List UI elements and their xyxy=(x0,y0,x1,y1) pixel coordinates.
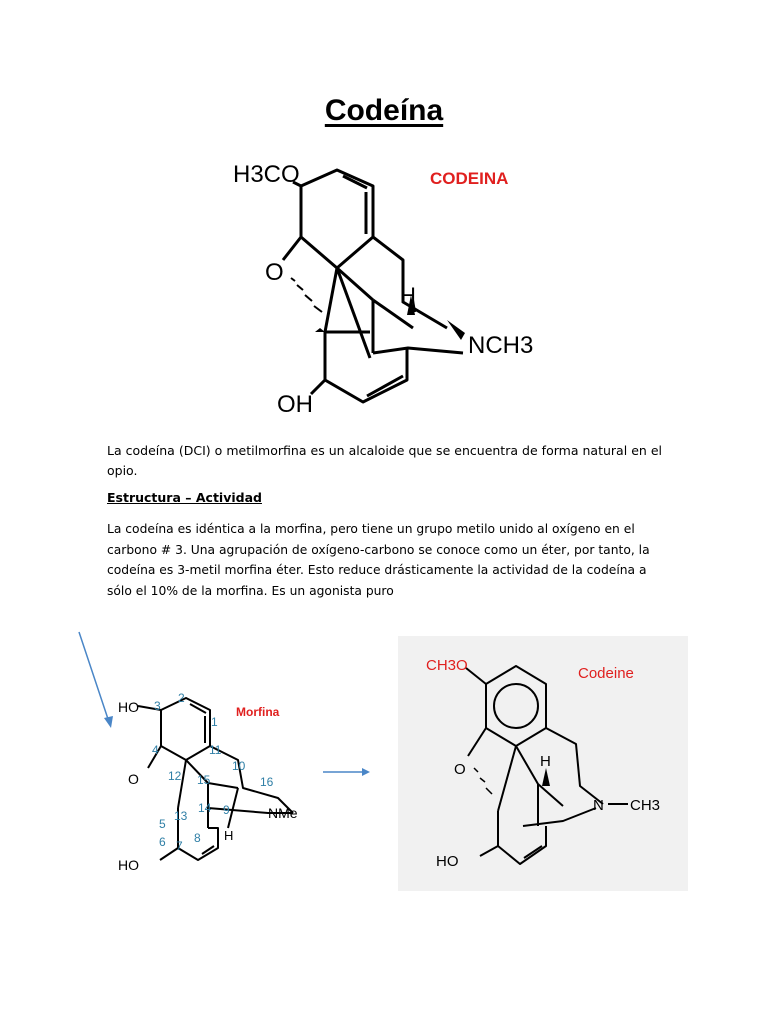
hydrogen-label: H xyxy=(224,828,234,843)
hydrogen-label: H xyxy=(400,283,416,308)
number-label: 12 xyxy=(168,769,182,783)
nitrogen-label: N xyxy=(593,797,604,814)
number-label: 11 xyxy=(209,743,222,757)
amine-label: NCH3 xyxy=(468,332,534,359)
section-heading: Estructura – Actividad xyxy=(107,490,262,505)
morfina-label: Morfina xyxy=(236,705,280,719)
number-label: 16 xyxy=(260,775,274,789)
amine-label: NMe xyxy=(268,805,298,821)
number-label: 9 xyxy=(223,803,230,817)
morphine-structure-diagram xyxy=(108,688,323,883)
section-paragraph: La codeína es idéntica a la morfina, pero tiene un grupo metilo unido al oxígeno en el carbono # 3. Una agrupación de oxígeno-carbono se conoce como un éter, por tanto, la codeína es 3-metil morfina éter. Esto reduce drásticamente la actividad de la codeína a sólo el 10% de la morfina. Es un agonista puro xyxy=(107,522,650,598)
number-label: 4 xyxy=(152,743,159,757)
number-label: 3 xyxy=(154,699,161,713)
number-label: 6 xyxy=(159,835,166,849)
hydroxyl-top-label: HO xyxy=(118,699,139,715)
number-label: 8 xyxy=(194,831,201,845)
methoxy-label: CH3O xyxy=(426,657,468,674)
codeina-label: CODEINA xyxy=(430,169,509,188)
page-title: Codeína xyxy=(324,94,444,127)
hydrogen-label: H xyxy=(540,753,551,770)
oxygen-label: O xyxy=(454,761,466,778)
number-label: 13 xyxy=(174,809,188,823)
number-label: 2 xyxy=(178,691,185,705)
number-label: 14 xyxy=(198,801,212,815)
intro-paragraph: La codeína (DCI) o metilmorfina es un alcaloide que se encuentra de forma natural en el opio. xyxy=(107,443,662,478)
methyl-label: CH3 xyxy=(630,797,661,814)
number-label: 10 xyxy=(232,759,246,773)
hydroxyl-bottom-label: HO xyxy=(118,857,139,873)
hydroxyl-label: OH xyxy=(277,391,313,415)
right-arrow xyxy=(322,765,372,779)
codeine-structure-diagram-2 xyxy=(398,636,688,891)
hydroxyl-label: HO xyxy=(436,853,459,870)
number-label: 15 xyxy=(197,773,211,787)
number-label: 1 xyxy=(211,715,218,729)
number-label: 5 xyxy=(159,817,166,831)
oxygen-label: O xyxy=(265,259,284,286)
methoxy-label: H3CO xyxy=(233,161,300,188)
codeine-structure-diagram xyxy=(225,150,555,415)
oxygen-label: O xyxy=(128,771,139,787)
number-label: 7 xyxy=(176,839,183,853)
codeine-label: Codeine xyxy=(578,665,634,682)
